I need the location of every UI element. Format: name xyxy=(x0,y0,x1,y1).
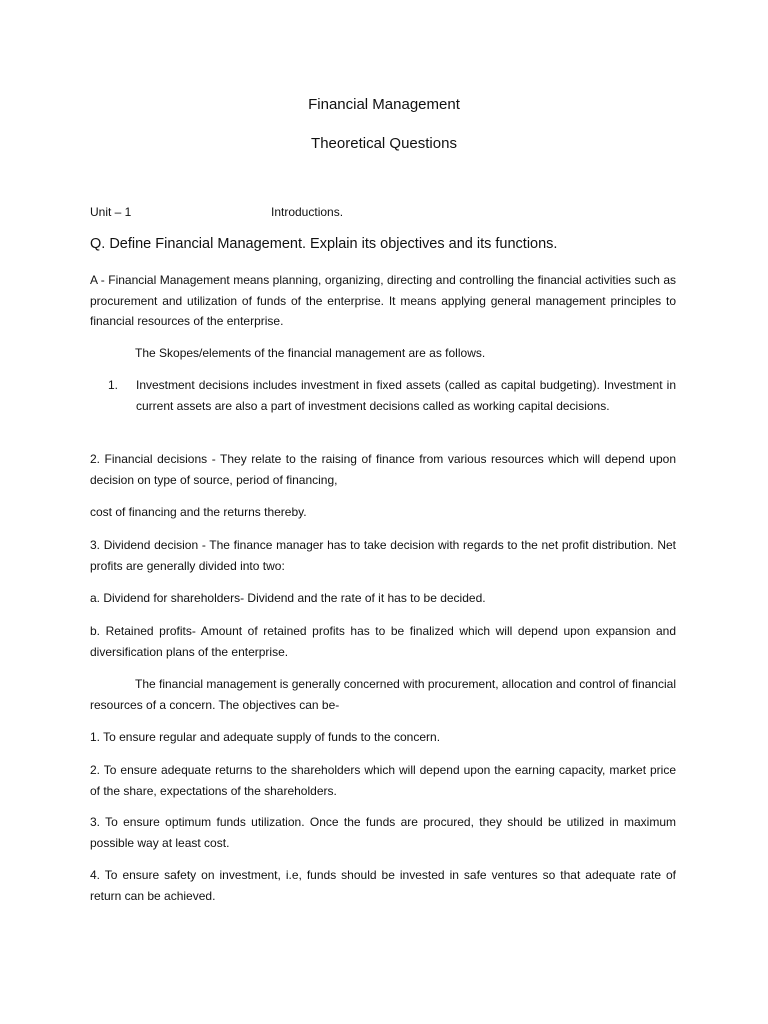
dividend-shareholders-paragraph: a. Dividend for shareholders- Dividend and the rate of it has to be decided. xyxy=(90,591,486,605)
answer-intro-paragraph: A - Financial Management means planning, organizing, directing and controlling the financial activities such as procurement and utilization of funds of the enterprise. It means applying general management principles to financial resources of the enterprise. xyxy=(90,273,676,328)
retained-profits-paragraph: b. Retained profits- Amount of retained profits has to be finalized which will depend upon expansion and diversification plans of the enterprise. xyxy=(90,624,676,659)
unit-label: Unit – 1 xyxy=(90,205,132,219)
list-item xyxy=(108,375,676,416)
unit-heading xyxy=(90,205,690,221)
list-item-number: 1. xyxy=(108,378,119,392)
objectives-intro-paragraph: The financial management is generally concerned with procurement, allocation and control of financial resources of a concern. The objectives can be- xyxy=(90,677,676,712)
question-heading: Q. Define Financial Management. Explain its objectives and its functions. xyxy=(90,236,558,252)
objective-3-paragraph: 3. To ensure optimum funds utilization. Once the funds are procured, they should be utilized in maximum possible way at least cost. xyxy=(90,815,676,850)
scope-intro-paragraph: The Skopes/elements of the financial management are as follows. xyxy=(135,346,486,360)
unit-topic: Introductions. xyxy=(271,205,344,219)
objective-4-paragraph: 4. To ensure safety on investment, i.e, funds should be invested in safe ventures so that adequate rate of return can be achieved. xyxy=(90,868,676,903)
objective-2-paragraph: 2. To ensure adequate returns to the shareholders which will depend upon the earning capacity, market price of the share, expectations of the shareholders. xyxy=(90,763,676,798)
objective-1-paragraph: 1. To ensure regular and adequate supply of funds to the concern. xyxy=(90,730,441,744)
financial-decisions-paragraph: 2. Financial decisions - They relate to the raising of finance from various resources which will depend upon decision on type of source, period of financing, xyxy=(90,452,676,487)
document-subtitle: Theoretical Questions xyxy=(311,135,457,152)
financial-decisions-continuation: cost of financing and the returns thereby. xyxy=(90,505,307,519)
list-item-text: Investment decisions includes investment in fixed assets (called as capital budgeting). Investment in current assets are also a part of investment decisions called as working capital decisions. xyxy=(136,378,676,413)
document-title: Financial Management xyxy=(308,96,460,113)
dividend-decision-paragraph: 3. Dividend decision - The finance manager has to take decision with regards to the net profit distribution. Net profits are generally divided into two: xyxy=(90,538,676,573)
